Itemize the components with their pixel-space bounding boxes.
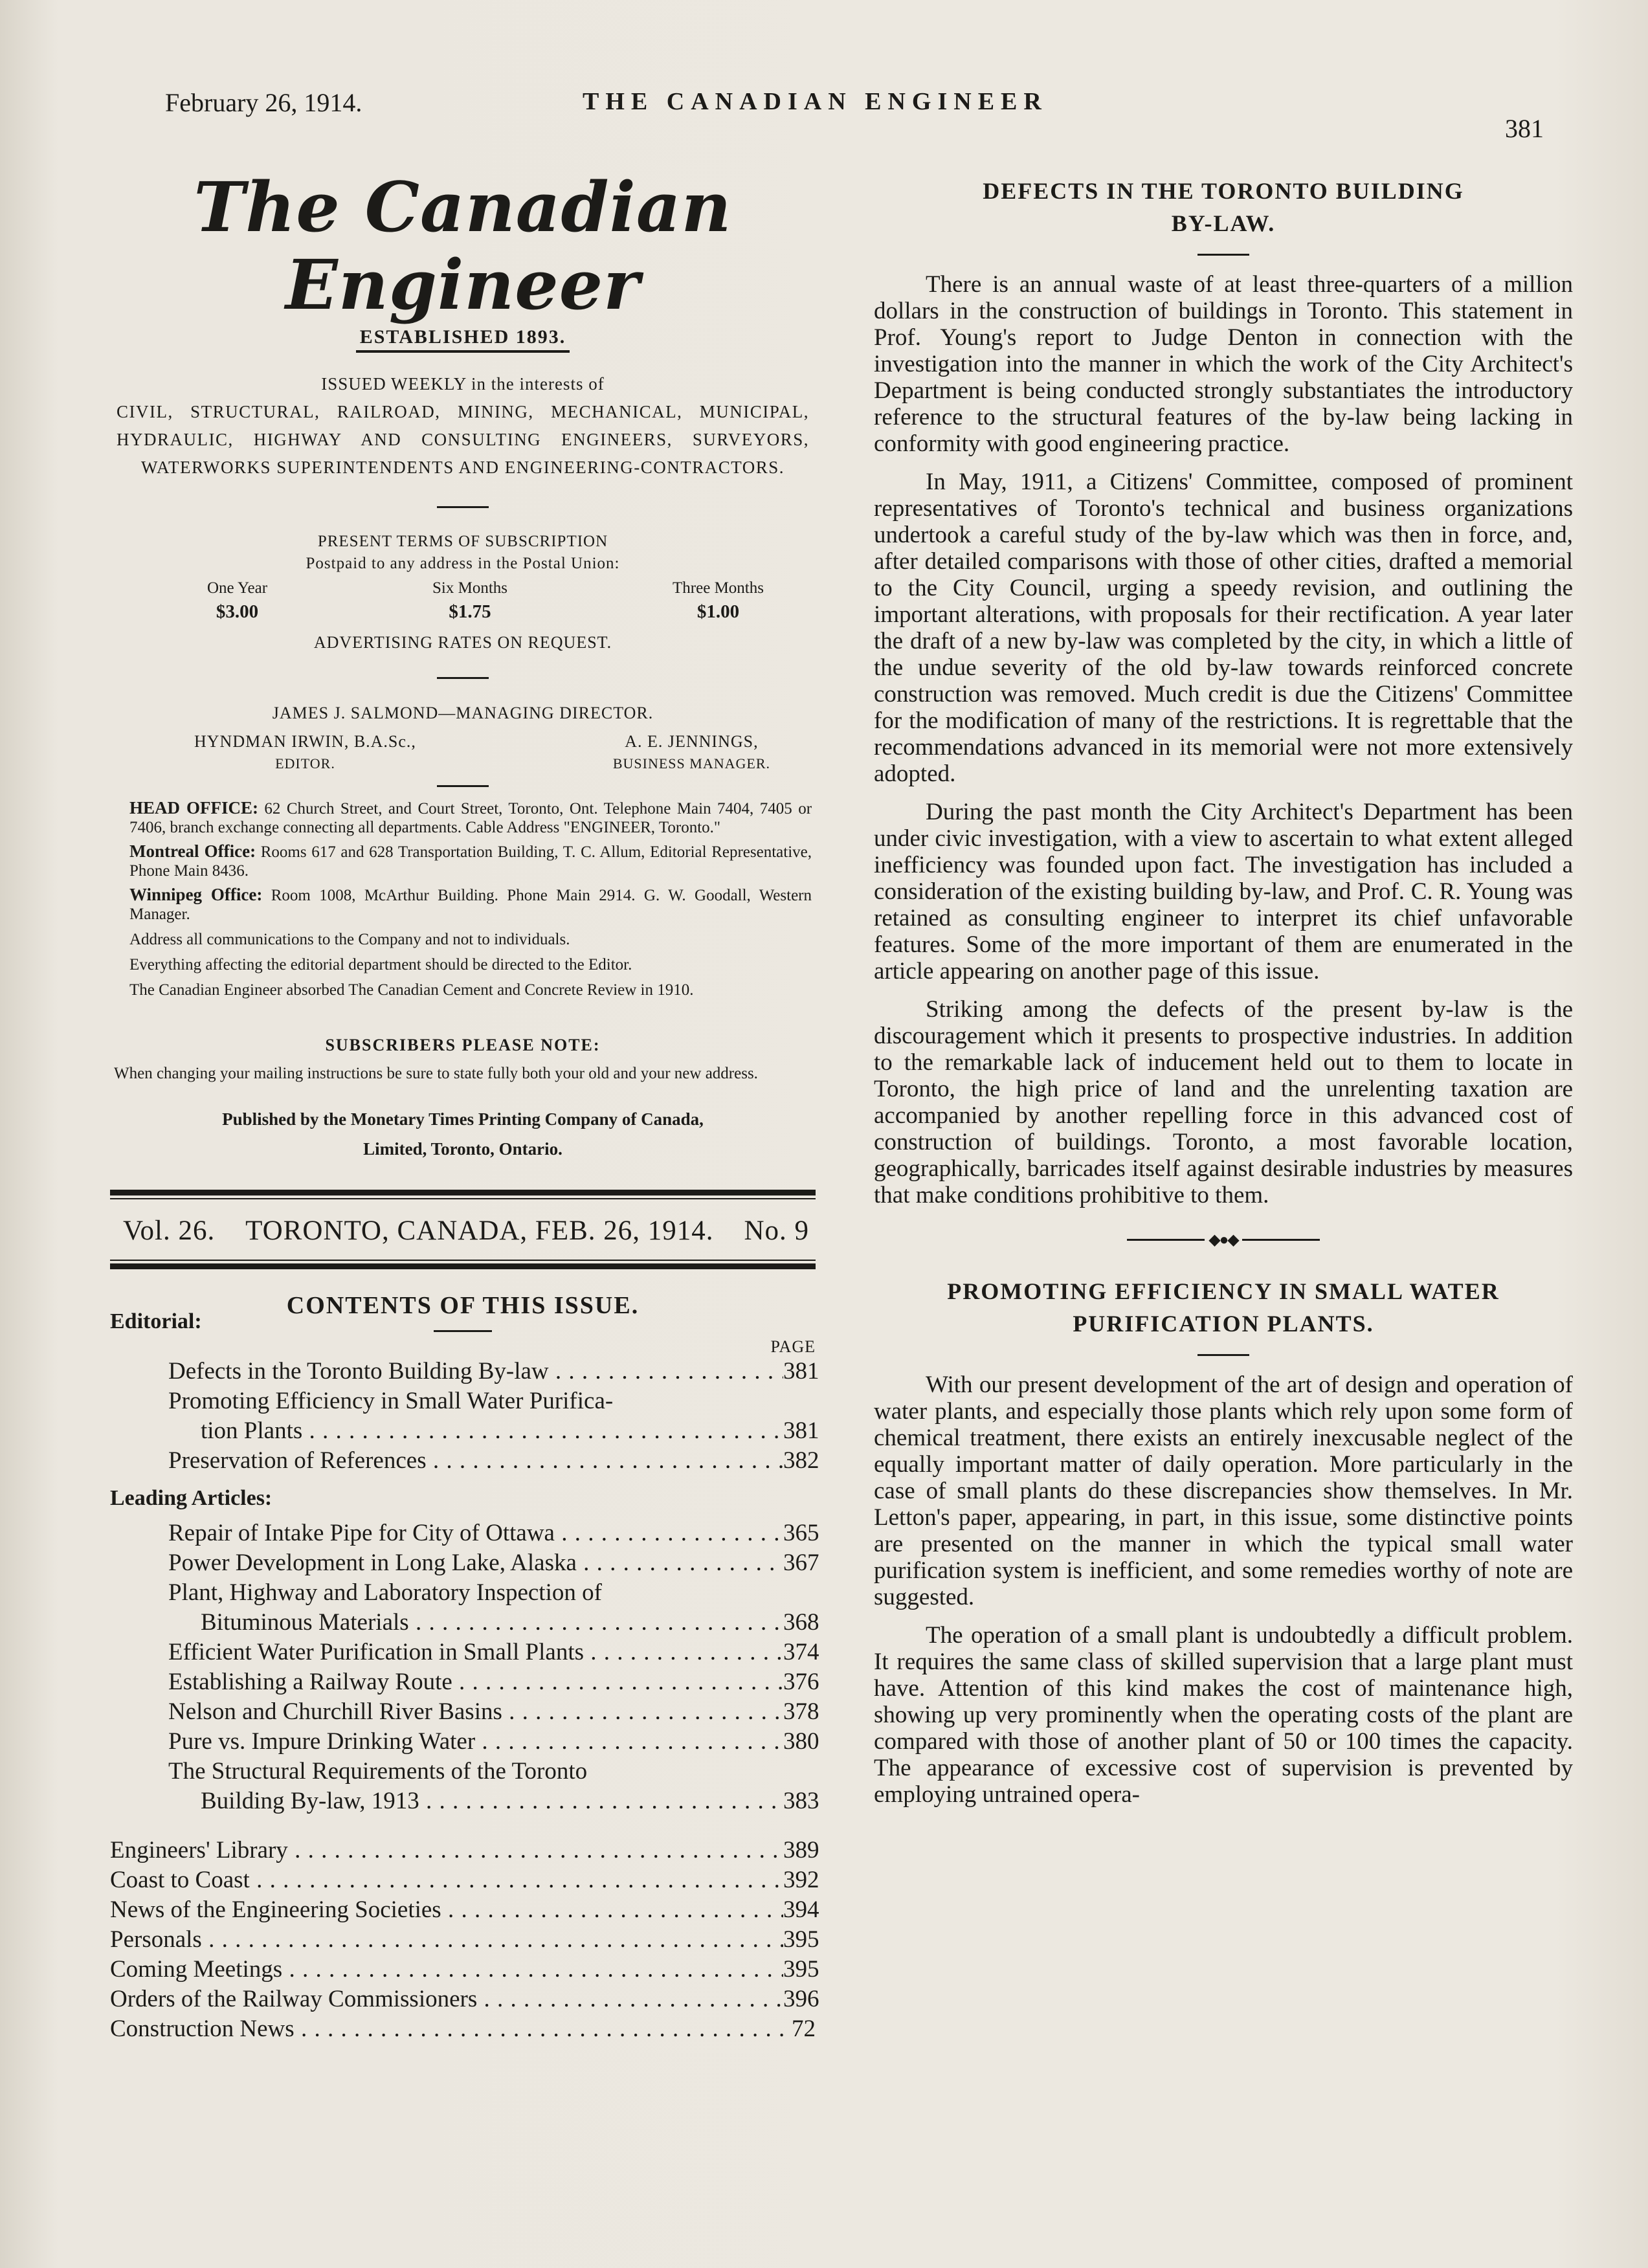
publisher-imprint: Published by the Monetary Times Printing Company of Canada, Limited, Toronto, Ontario. <box>222 1109 704 1159</box>
toc-entry[interactable]: Pure vs. Impure Drinking Water . . . 380 <box>110 1727 816 1757</box>
leading-articles-contents <box>110 1518 819 1816</box>
address-note: Address all communications to the Company and not to individuals. <box>129 931 570 948</box>
leading-articles-label: Leading Articles: <box>110 1486 273 1510</box>
toc-entry[interactable]: Power Development in Long Lake, Alaska . . . 367 <box>110 1548 816 1578</box>
article-title-purification: PROMOTING EFFICIENCY IN SMALL WATER PURIFICATION PLANTS. <box>947 1278 1500 1337</box>
editorial-label: Editorial: <box>110 1309 202 1333</box>
divider <box>1197 254 1249 256</box>
article-title-defects: DEFECTS IN THE TORONTO BUILDING BY-LAW. <box>983 178 1464 236</box>
subscribers-notice-heading: SUBSCRIBERS PLEASE NOTE: <box>325 1036 601 1054</box>
toc-entry[interactable]: The Structural Requirements of the Toronto <box>168 1758 588 1784</box>
diamond-ornament-icon: ◆●◆ <box>1208 1232 1238 1249</box>
toc-entry[interactable]: News of the Engineering Societies . . . 394 <box>110 1895 816 1925</box>
term-one-year: One Year $3.00 <box>207 579 268 622</box>
toc-entry[interactable]: Plant, Highway and Laboratory Inspection of <box>168 1579 602 1606</box>
editor: HYNDMAN IRWIN, B.A.Sc., EDITOR. <box>194 732 416 772</box>
issue-date: February 26, 1914. <box>165 88 362 117</box>
toc-entry[interactable]: Nelson and Churchill River Basins . . . 378 <box>110 1697 816 1727</box>
volume-number: Vol. 26. <box>123 1216 216 1246</box>
toc-entry[interactable]: Personals . . . 395 <box>110 1925 816 1955</box>
issued-line: ISSUED WEEKLY in the interests of <box>321 374 605 394</box>
toc-entry-continued[interactable]: Bituminous Materials . . . 368 <box>110 1608 816 1638</box>
divider <box>1197 1354 1249 1356</box>
postpaid-line: Postpaid to any address in the Postal Union: <box>306 555 620 572</box>
divider <box>437 785 489 787</box>
term-six-months: Six Months $1.75 <box>432 579 508 622</box>
article-paragraph: In May, 1911, a Citizens' Committee, composed of prominent representatives of Toronto's technical and business organizations undertook a careful study of the by-law which was then in force, and, after detailed comparisons with those of other cities, drafted a memorial to the City Council, urging a speedy revision, and outlining the important alterations, with proposals for their rectification. A year later the draft of a new by-law was completed by the city, in which a little of the undue severity of the old by-law towards reinforced concrete construction was removed. Much credit is due the Citizens' Committee for the modification of many of the restrictions. It is regrettable that the recommendations advanced in its memorial were not more extensively adopted. <box>874 469 1573 787</box>
business-manager: A. E. JENNINGS, BUSINESS MANAGER. <box>612 732 770 772</box>
editorial-contents <box>110 1357 819 1476</box>
managing-director: JAMES J. SALMOND—MANAGING DIRECTOR. <box>272 704 654 722</box>
article-paragraph: The operation of a small plant is undoubtedly a difficult problem. It requires the same class of skilled supervision that a large plant must have. Attention of this kind makes the cost of maintenance high, showing up very prominently when the operating costs of the plant are compared with those of another plant of 50 or 100 times the capacity. The appearance of excessive cost of supervision is prevented by employing untrained opera- <box>874 1622 1573 1808</box>
toc-entry[interactable]: Engineers' Library . . . 389 <box>110 1836 816 1865</box>
page-number: 381 <box>1505 114 1544 143</box>
toc-entry[interactable]: Coast to Coast . . . 392 <box>110 1865 816 1895</box>
advertising-rates: ADVERTISING RATES ON REQUEST. <box>313 633 612 652</box>
subscription-heading: PRESENT TERMS OF SUBSCRIPTION <box>317 533 608 550</box>
page-column-label: PAGE <box>770 1337 816 1356</box>
toc-entry[interactable]: Preservation of References . . . 382 <box>110 1446 816 1476</box>
running-head <box>0 87 1648 143</box>
toc-entry[interactable]: Coming Meetings . . . 395 <box>110 1955 816 1984</box>
subscription-terms <box>110 579 816 623</box>
masthead-title: The Canadian Engineer <box>194 166 732 325</box>
toc-entry-continued[interactable]: Building By-law, 1913 . . . 383 <box>110 1786 816 1816</box>
editorial-note: Everything affecting the editorial department should be directed to the Editor. <box>129 956 632 973</box>
right-column <box>874 175 1573 1808</box>
article-paragraph: Striking among the defects of the present by-law is the discouragement which it presents to prospective industries. In addition to the remarkable lack of inducement held out to them to locate in Toronto, the high price of land and the unrelenting taxation are accompanied by another repelling force in this advanced cost of construction of buildings. Toronto, a most favorable location, geographically, barricades itself against desirable industries by measures that make conditions prohibitive to them. <box>874 996 1573 1208</box>
staff-row <box>110 732 816 772</box>
volume-line <box>110 1199 816 1260</box>
article-paragraph: There is an annual waste of at least three-quarters of a million dollars in the construction of buildings in Toronto. This statement in Prof. Young's report to Judge Denton in connection with the investigation into the manner in which the work of the City Architect's Department is being conducted strongly substantiates the introductory reference to the structural features of the by-law being lacking in conformity with good engineering practice. <box>874 271 1573 457</box>
article-paragraph: During the past month the City Architect's Department has been under civic investigation, with a view to ascertain to what extent alleged inefficiency was founded upon fact. The investigation has included a consideration of the existing building by-law, and Prof. C. R. Young was retained as consulting engineer to interpret its chief unfavorable features. Some of the more important of them are enumerated in the article appearing on another page of this issue. <box>874 799 1573 984</box>
volume-rule-top <box>110 1190 816 1199</box>
contents-heading: CONTENTS OF THIS ISSUE. <box>286 1292 640 1319</box>
toc-entry[interactable]: Orders of the Railway Commissioners . . . 396 <box>110 1984 816 2014</box>
volume-rule-bottom <box>110 1260 816 1269</box>
journal-name: THE CANADIAN ENGINEER <box>583 88 1048 115</box>
issue-number: No. 9 <box>744 1216 809 1246</box>
divider <box>437 506 489 508</box>
article-paragraph: With our present development of the art of design and operation of water plants, and especially those plants which rely upon some form of chemical treatment, there exists an entirely inexcusable neglect of the equally important matter of daily operation. More particularly in the case of small plants do these discrepancies show themselves. In Mr. Letton's paper, appearing, in part, in this issue, some distinctive points are presented on the manner in which the typical small water purification system is inefficient, and some remedies worthy of note are suggested. <box>874 1372 1573 1610</box>
divider <box>437 677 489 679</box>
subscribers-notice-text: When changing your mailing instructions be sure to state fully both your old and your new address. <box>114 1065 758 1082</box>
toc-entry-continued[interactable]: tion Plants . . . 381 <box>110 1416 816 1446</box>
established-line: ESTABLISHED 1893. <box>356 326 570 353</box>
winnipeg-office: Winnipeg Office: Room 1008, McArthur Building. Phone Main 2914. G. W. Goodall, Western Manager. <box>129 885 812 923</box>
toc-entry[interactable]: Promoting Efficiency in Small Water Purifica- <box>168 1388 614 1414</box>
toc-entry[interactable]: Efficient Water Purification in Small Plants . . . 374 <box>110 1638 816 1667</box>
head-office: HEAD OFFICE: 62 Church Street, and Court Street, Toronto, Ont. Telephone Main 7404, 7405 or 7406, branch exchange connecting all departments. Cable Address "ENGINEER, Toronto." <box>129 798 812 836</box>
other-contents <box>110 1836 819 2044</box>
toc-entry[interactable]: Construction News . . . 72 <box>110 2014 816 2044</box>
montreal-office: Montreal Office: Rooms 617 and 628 Transportation Building, T. C. Allum, Editorial Representative, Phone Main 8436. <box>129 841 812 880</box>
left-column <box>110 162 819 2044</box>
divider <box>434 1330 492 1332</box>
toc-entry[interactable]: Defects in the Toronto Building By-law . . . 381 <box>110 1357 816 1386</box>
absorbed-note: The Canadian Engineer absorbed The Canadian Cement and Concrete Review in 1910. <box>129 981 694 999</box>
section-ornament <box>874 1230 1573 1249</box>
interests-list: CIVIL, STRUCTURAL, RAILROAD, MINING, MECHANICAL, MUNICIPAL, HYDRAULIC, HIGHWAY AND CONSULTING ENGINEERS, SURVEYORS, WATERWORKS SUPERINTENDENTS AND ENGINEERING-CONTRACTORS. <box>117 402 809 477</box>
toc-entry[interactable]: Repair of Intake Pipe for City of Ottawa . . . 365 <box>110 1518 816 1548</box>
toc-entry[interactable]: Establishing a Railway Route . . . 376 <box>110 1667 816 1697</box>
term-three-months: Three Months $1.00 <box>673 579 764 622</box>
place-and-date: TORONTO, CANADA, FEB. 26, 1914. <box>245 1216 714 1246</box>
